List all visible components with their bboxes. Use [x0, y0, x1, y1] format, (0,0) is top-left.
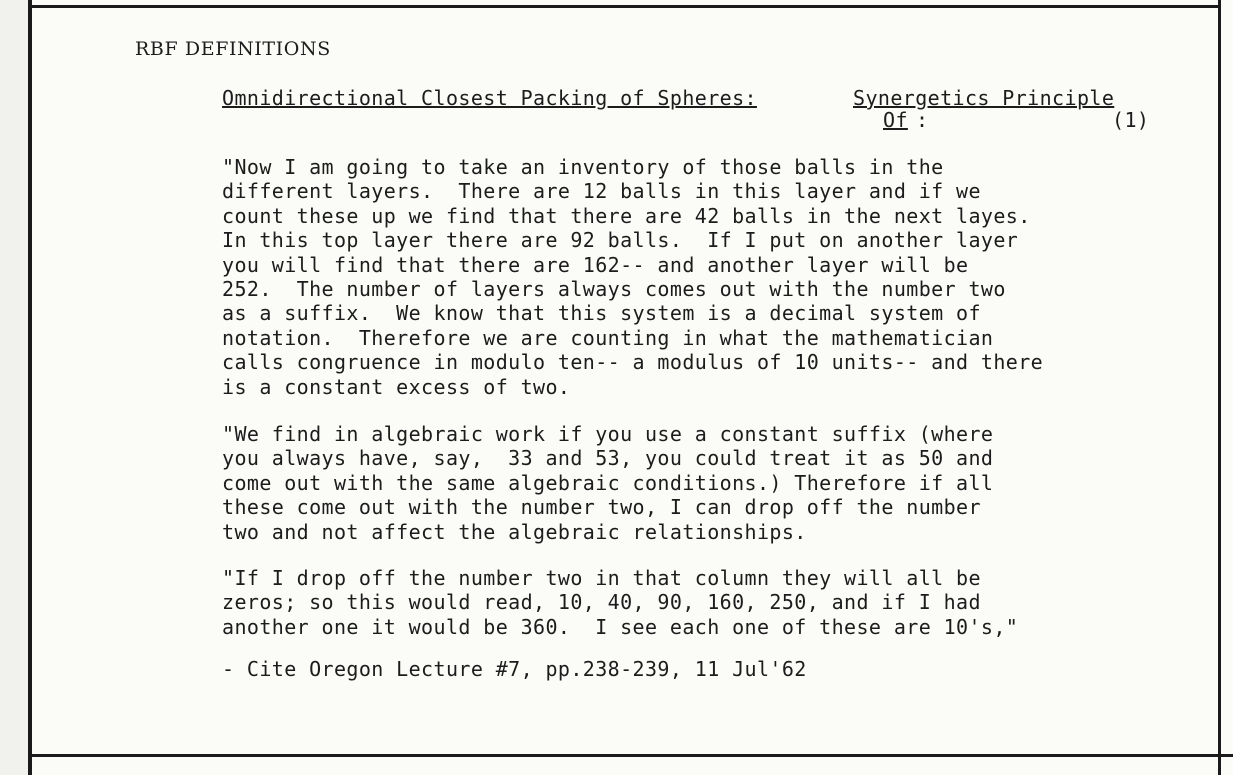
topic-title: Omnidirectional Closest Packing of Spheres: — [222, 86, 757, 110]
subtopic-title-line1: Synergetics Principle — [853, 86, 1115, 110]
card-border-top — [28, 5, 1221, 8]
card-border-right — [1218, 0, 1221, 775]
quote-paragraph-3: "If I drop off the number two in that column they will all be zeros; so this would read, 10, 40, 90, 160, 250, and if I had another one it would be 360. I see each one of these are 10's," — [222, 566, 1019, 639]
card-border-bottom — [28, 754, 1233, 757]
citation: - Cite Oregon Lecture #7, pp.238-239, 11 Jul'62 — [222, 657, 807, 681]
card-number: (1) — [1112, 108, 1150, 132]
page-edge — [0, 0, 28, 775]
subtopic-colon: : — [916, 108, 929, 132]
card-border-left — [28, 0, 32, 775]
header-label: RBF DEFINITIONS — [135, 38, 331, 60]
quote-paragraph-2: "We find in algebraic work if you use a constant suffix (where you always have, say, 33 and 53, you could treat it as 50 and come out with the same algebraic conditions.) Therefore if all these come out with the number two, I can drop off the number two and not affect the algebraic relationships. — [222, 422, 994, 544]
quote-paragraph-1: "Now I am going to take an inventory of those balls in the different layers. There are 12 balls in this layer and if we count these up we find that there are 42 balls in the next layes. In this top layer there are 92 balls. If I put on another layer you will find that there are 162-- and another layer will be 252. The number of layers always comes out with the number two as a suffix. We know that this system is a decimal system of notation. Therefore we are counting in what the mathematician calls congruence in modulo ten-- a modulus of 10 units-- and there is a constant excess of two. — [222, 155, 1044, 399]
subtopic-title-line2: Of — [883, 108, 908, 132]
